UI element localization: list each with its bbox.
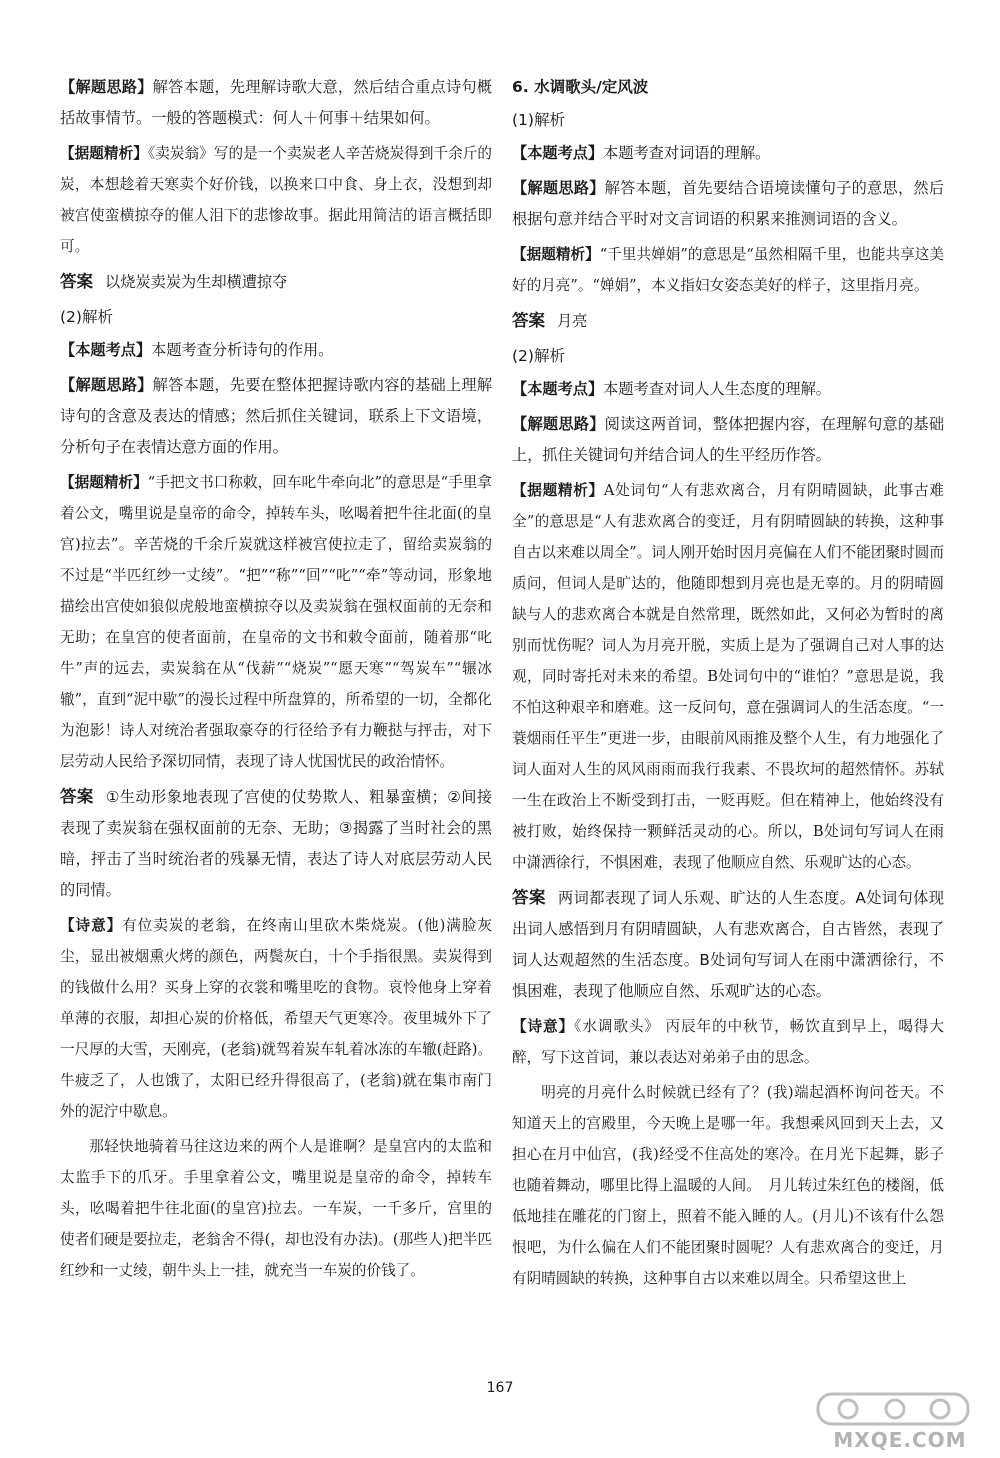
answer-text: 月亮 <box>557 312 588 330</box>
poem-meaning-block <box>60 910 492 1127</box>
answer-text: 以烧炭卖炭为生却横遭掠夺 <box>105 273 288 291</box>
answer-block <box>60 266 492 298</box>
answer-text: 两词都表现了词人乐观、旷达的人生态度。A处词句体现出词人感悟到月有阴晴圆缺，人有悲欢离合，自古皆然，表现了词人达观超然的生活态度。B处词句写词人在雨中潇洒徐行，不惧困难，表现了他顺应自然、乐观旷达的心态。 <box>512 889 945 1000</box>
section-tag: 【本题考点】 <box>512 380 604 398</box>
answer-label: 答案 <box>60 272 93 291</box>
problem-thinking-block <box>512 409 944 471</box>
problem-thinking-block <box>512 173 944 235</box>
section-tag: 【据题精析】 <box>512 482 604 499</box>
section-tag: 【据题精析】 <box>512 246 600 263</box>
key-point-block <box>60 335 492 366</box>
section-tag: 【诗意】 <box>60 917 123 934</box>
answer-block <box>512 882 944 1007</box>
block-text: “千里共婵娟”的意思是“虽然相隔千里，也能共享这美好的月亮”。“婵娟”，本义指妇女姿态美好的样子，这里指月亮。 <box>512 246 944 294</box>
answer-block <box>60 781 492 906</box>
block-text: 阅读这两首词，整体把握内容，在理解句意的基础上，抓住关键词句并结合词人的生平经历作答。 <box>512 415 944 464</box>
analysis-block <box>512 475 944 878</box>
section-tag: 【解题思路】 <box>60 376 153 394</box>
key-point-block <box>512 374 944 405</box>
section-tag: 【本题考点】 <box>512 144 604 162</box>
subquestion-heading: (2)解析 <box>60 308 113 326</box>
page-number: 167 <box>486 1380 514 1396</box>
section-tag: 【据题精析】 <box>60 474 148 491</box>
block-text: “手把文书口称敕，回车叱牛牵向北”的意思是“手里拿着公文，嘴里说是皇帝的命令，掉转车头，吆喝着把牛往北面(的皇宫)拉去”。辛苦烧的千余斤炭就这样被宫使拉走了，留给卖炭翁的不过是“半匹红纱一丈绫”。“把”“称”“回”“叱”“牵”等动词，形象地描绘出宫使如狼似虎般地蛮横掠夺以及卖炭翁在强权面前的无奈和无助；在皇宫的使者面前，在皇帝的文书和敕令面前，随着那“叱牛”声的远去，卖炭翁在从“伐薪”“烧炭”“愿天寒”“驾炭车”“辗冰辙”，直到“泥中歇”的漫长过程中所盘算的，所希望的一切，全都化为泡影！诗人对统治者强取豪夺的行径给予有力鞭挞与抨击，对下层劳动人民给予深切同情，表现了诗人忧国忧民的政治情怀。 <box>60 474 492 770</box>
section-tag: 【解题思路】 <box>60 78 153 96</box>
block-text: 《水调歌头》 丙辰年的中秋节，畅饮直到早上，喝得大醉，写下这首词，兼以表达对弟弟子由的思念。 <box>512 1018 944 1066</box>
watermark-text: MXQE.COM <box>833 1428 967 1452</box>
block-text: 《卖炭翁》写的是一个卖炭老人辛苦烧炭得到千余斤的炭，本想趁着天寒卖个好价钱，以换来口中食、身上衣，没想到却被宫使蛮横掠夺的催人泪下的悲惨故事。据此用简洁的语言概括即可。 <box>60 145 492 255</box>
block-text: 解答本题，先理解诗歌大意，然后结合重点诗句概括故事情节。一般的答题模式：何人＋何事＋结果如何。 <box>60 78 492 127</box>
block-text: 有位卖炭的老翁，在终南山里砍木柴烧炭。(他)满脸灰尘，显出被烟熏火烤的颜色，两鬓灰白，十个手指很黑。卖炭得到的钱做什么用？买身上穿的衣裳和嘴里吃的食物。哀怜他身上穿着单薄的衣服，却担心炭的价格低，希望天气更寒冷。夜里城外下了一尺厚的大雪，天刚亮，(老翁)就驾着炭车轧着冰冻的车辙(赶路)。牛疲乏了，人也饿了，太阳已经升得很高了，(老翁)就在集市南门外的泥泞中歇息。 <box>60 917 492 1120</box>
block-text: A处词句“人有悲欢离合，月有阴晴圆缺，此事古难全”的意思是“人有悲欢离合的变迁，月有阴晴圆缺的转换，这种事自古以来难以周全”。词人刚开始时因月亮偏在人们不能团聚时圆而质问，但词人是旷达的，他随即想到月亮也是无辜的。月的阴晴圆缺与人的悲欢离合本就是自然常理，既然如此，又何必为暂时的离别而忧伤呢？词人为月亮开脱，实质上是为了强调自己对人事的达观，同时寄托对未来的希望。B处词句中的“谁怕？”意思是说，我不怕这种艰辛和磨难。这一反问句，意在强调词人的生活态度。“一蓑烟雨任平生”更进一步，由眼前风雨推及整个人生，有力地强化了词人面对人生的风风雨雨而我行我素、不畏坎坷的超然情怀。苏轼一生在政治上不断受到打击，一贬再贬。但在精神上，他始终没有被打败，始终保持一颗鲜活灵动的心。所以，B处词句写词人在雨中潇洒徐行，不惧困难，表现了他顺应自然、乐观旷达的心态。 <box>512 482 944 871</box>
block-text: 解答本题，先要在整体把握诗歌内容的基础上理解诗句的含意及表达的情感；然后抓住关键词，联系上下文语境，分析句子在表情达意方面的作用。 <box>60 376 492 456</box>
analysis-block <box>512 239 944 301</box>
problem-thinking-block <box>60 72 492 134</box>
poem-meaning-paragraph: 明亮的月亮什么时候就已经有了？(我)端起酒杯询问苍天。不知道天上的宫殿里，今天晚上是哪一年。我想乘风回到天上去，又担心在月中仙宫，(我)经受不住高处的寒冷。在月光下起舞，影子也随着舞动，哪里比得上温暖的人间。 月儿转过朱红色的楼阁，低低地挂在雕花的门窗上，照着不能入睡的人。(月儿)不该有什么怨恨吧，为什么偏在人们不能团聚时圆呢？人有悲欢离合的变迁，月有阴晴圆缺的转换，这种事自古以来难以周全。只希望这世上 <box>512 1084 944 1287</box>
block-text: 解答本题，首先要结合语境读懂句子的意思，然后根据句意并结合平时对文言词语的积累来推测词语的含义。 <box>512 179 944 228</box>
block-text: 本题考查分析诗句的作用。 <box>151 341 334 359</box>
block-text: 本题考查对词人人生态度的理解。 <box>603 380 831 398</box>
section-tag: 【解题思路】 <box>512 179 605 197</box>
right-column <box>512 72 944 1298</box>
subquestion-heading: (2)解析 <box>512 347 565 365</box>
answer-label: 答案 <box>512 311 545 330</box>
poem-meaning-paragraph: 那轻快地骑着马往这边来的两个人是谁啊？是皇宫内的太监和太监手下的爪牙。手里拿着公文，嘴里说是皇帝的命令，掉转车头，吆喝着把牛往北面(的皇宫)拉去。一车炭，一千多斤，宫里的使者们硬是要拉走，老翁舍不得(，却也没有办法)。(那些人)把半匹红纱和一丈绫，朝牛头上一挂，就充当一车炭的价钱了。 <box>60 1138 492 1279</box>
subquestion-heading: (1)解析 <box>512 111 565 129</box>
analysis-block <box>60 467 492 777</box>
answer-label: 答案 <box>60 787 94 806</box>
left-column <box>60 72 492 1290</box>
section-tag: 【据题精析】 <box>60 145 148 162</box>
section-tag: 【本题考点】 <box>60 341 152 359</box>
answer-label: 答案 <box>512 888 546 907</box>
answer-block <box>512 305 944 337</box>
section-tag: 【诗意】 <box>512 1018 575 1035</box>
question-title: 6. 水调歌头/定风波 <box>512 78 649 96</box>
poem-meaning-block <box>512 1011 944 1073</box>
section-tag: 【解题思路】 <box>512 415 605 433</box>
block-text: 本题考查对词语的理解。 <box>603 144 771 162</box>
answer-text: ①生动形象地表现了宫使的仗势欺人、粗暴蛮横；②间接表现了卖炭翁在强权面前的无奈、无助；③揭露了当时社会的黑暗，抨击了当时统治者的残暴无情，表达了诗人对底层劳动人民的同情。 <box>60 788 493 899</box>
problem-thinking-block <box>60 370 492 463</box>
key-point-block <box>512 138 944 169</box>
analysis-block <box>60 138 492 262</box>
